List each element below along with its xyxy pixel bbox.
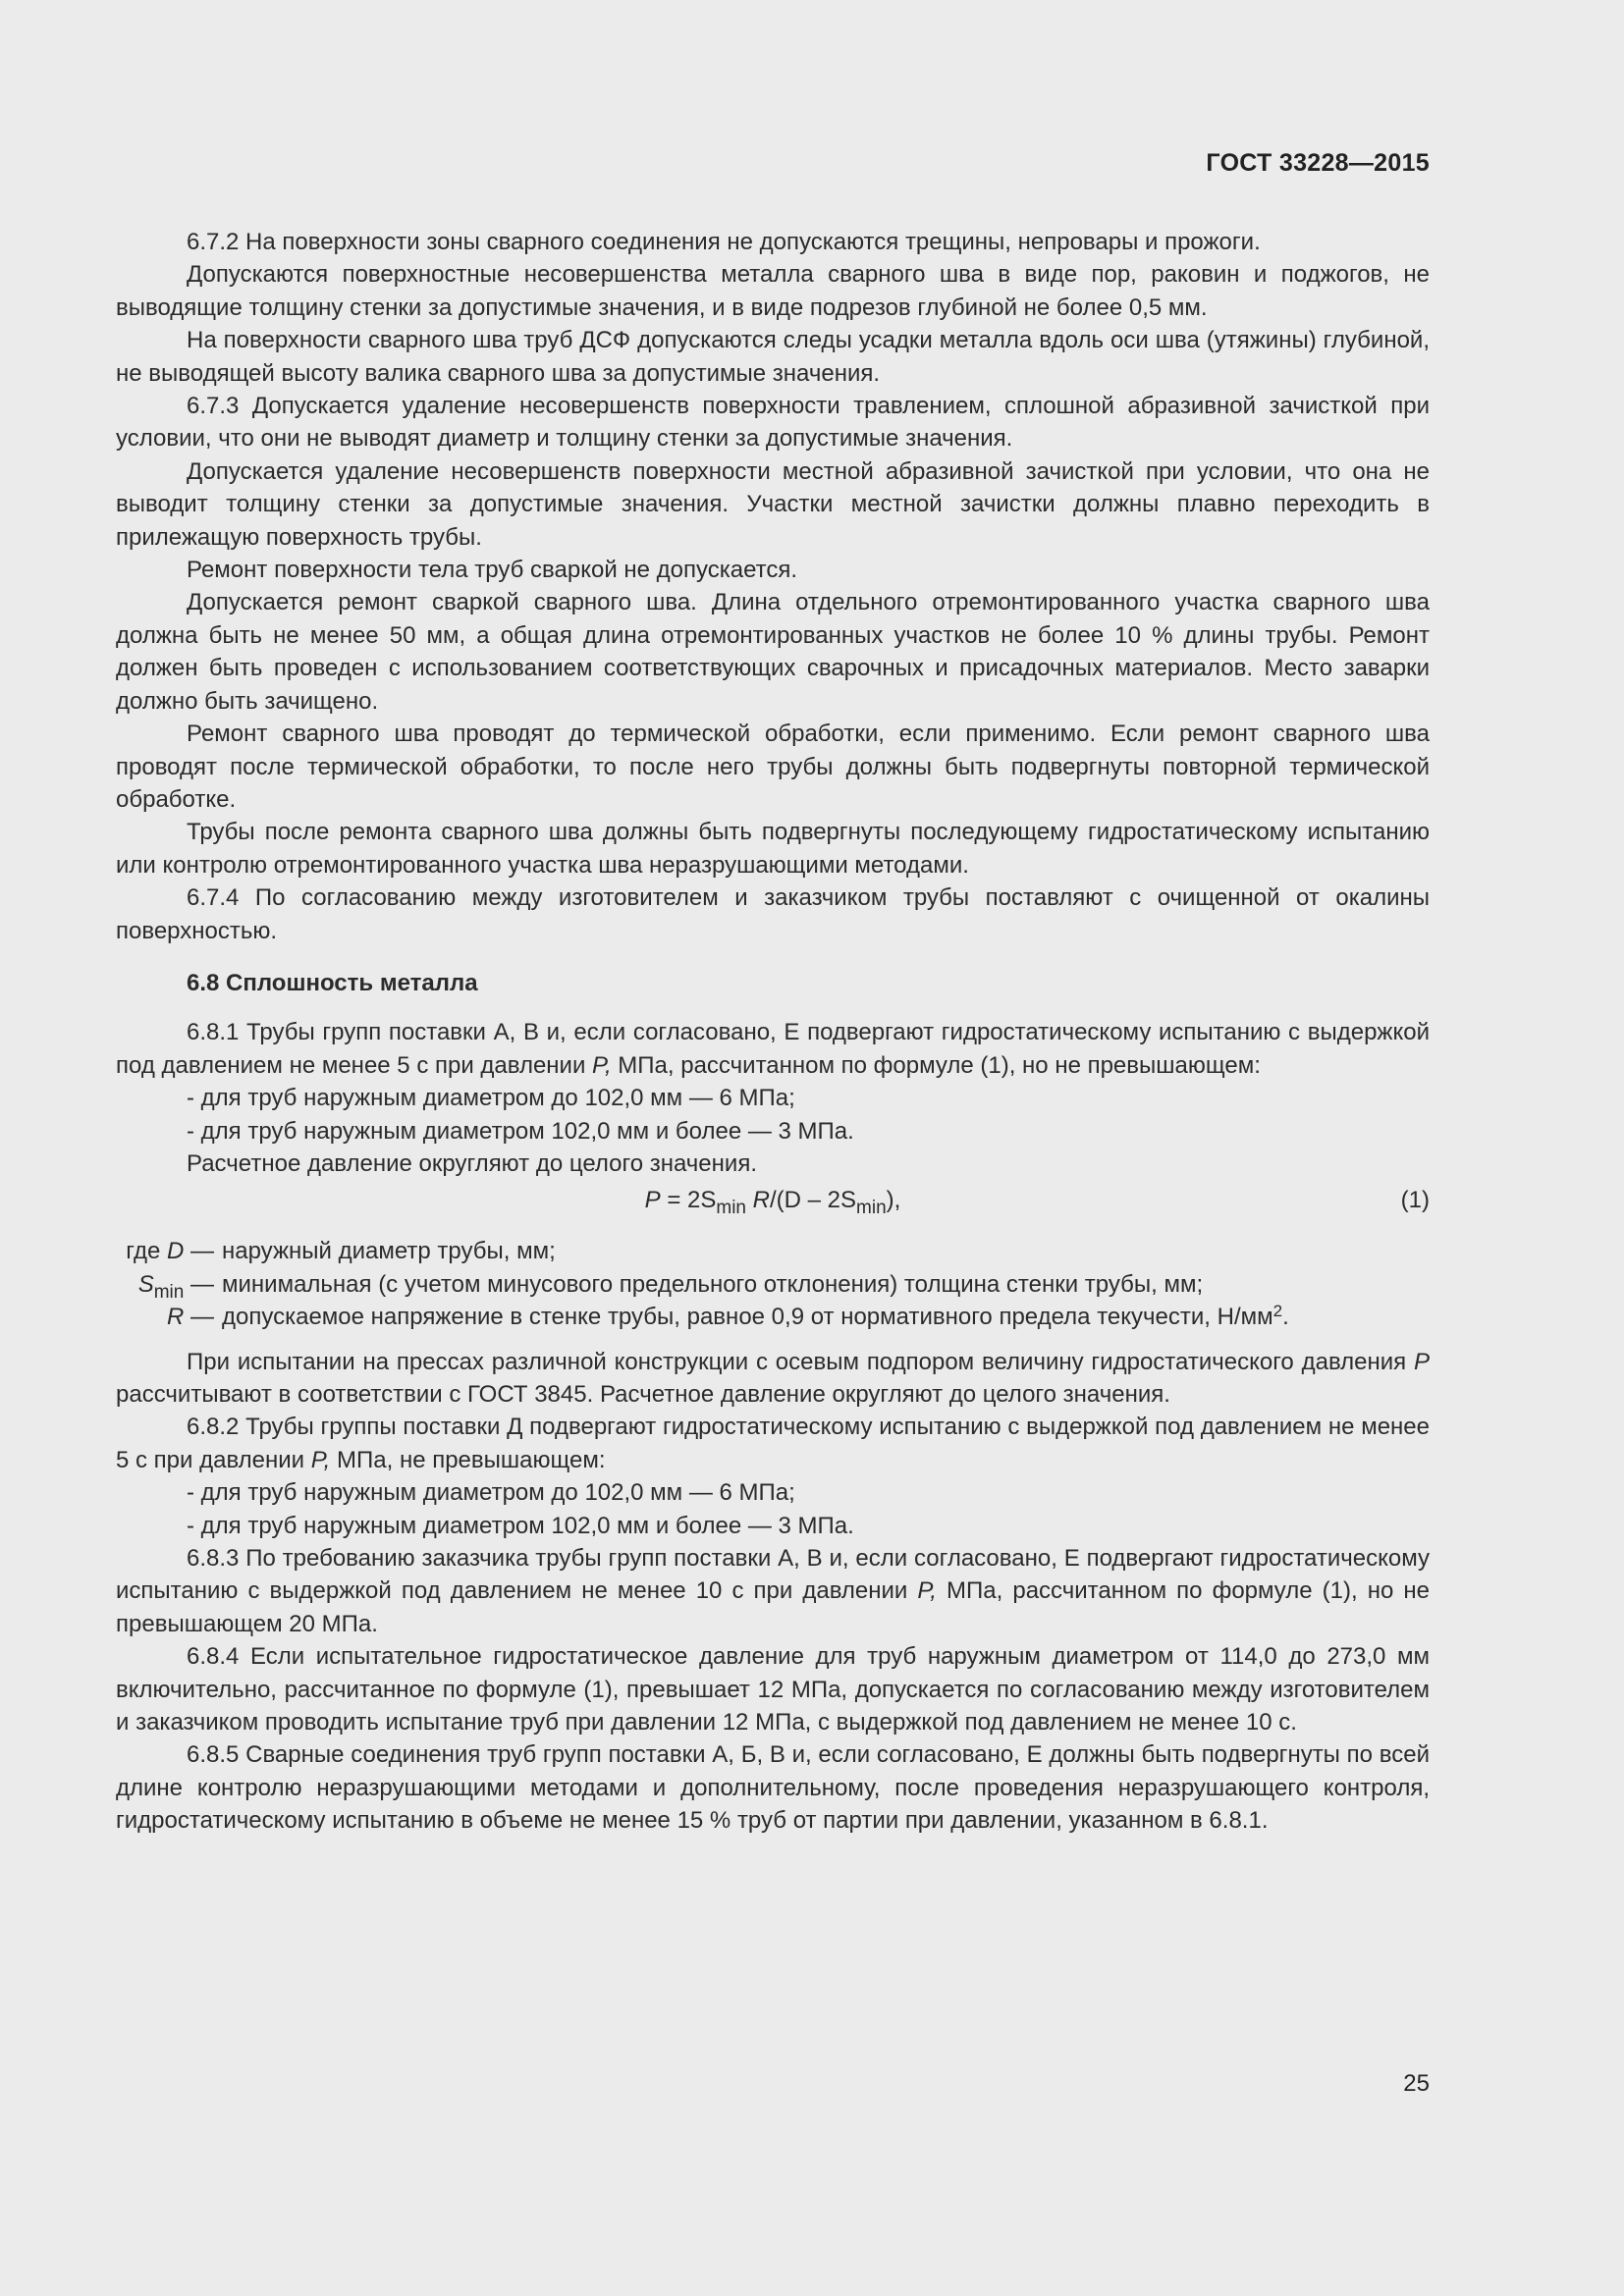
document-body: [116, 226, 1430, 1838]
formula-1: [116, 1184, 1430, 1217]
list-item: - для труб наружным диаметром 102,0 мм и более — 3 МПа.: [187, 1117, 854, 1145]
text-span: рассчитывают в соответствии с ГОСТ 3845. Расчетное давление округляют до целого значения.: [116, 1381, 1170, 1408]
paragraph: На поверхности сварного шва труб ДСФ допускаются следы усадки металла вдоль оси шва (утяжины) глубиной, не выводящей высоту валика сварного шва за допустимые значения.: [116, 327, 1430, 387]
list-item: - для труб наружным диаметром до 102,0 мм — 6 МПа;: [187, 1085, 795, 1112]
paragraph: Ремонт поверхности тела труб сваркой не допускается.: [187, 557, 798, 584]
text-span: МПа, рассчитанном по формуле (1), но не превышающем 20 МПа.: [116, 1577, 1430, 1637]
definition-symbol: [116, 1301, 222, 1333]
paragraph: [116, 1346, 1430, 1412]
text-span: МПа, не превышающем:: [330, 1446, 606, 1473]
definition-text-main: допускаемое напряжение в стенке трубы, равное 0,9 от нормативного предела текучести, Н/мм: [222, 1304, 1273, 1331]
page-number: 25: [1403, 2070, 1430, 2097]
paragraph-6-8-5: 6.8.5 Сварные соединения труб групп поставки А, Б, В и, если согласовано, Е должны быть подвергнуты по всей длине контролю неразрушающими методами и дополнительному, после проведения неразрушающего контроля, гидростатическому испытанию в объеме не менее 15 % труб от партии при давлении, указанном в 6.8.1.: [116, 1741, 1430, 1835]
paragraph-6-8-3: [116, 1542, 1430, 1640]
definition-symbol: [116, 1268, 222, 1301]
definition-dash: —: [184, 1238, 214, 1265]
definition-prefix: где: [126, 1238, 167, 1265]
definition-symbol: [116, 1235, 222, 1267]
symbol-d: D: [166, 1238, 185, 1265]
formula-part: – 2S: [801, 1187, 857, 1214]
symbol-s: S: [137, 1270, 154, 1298]
unit-superscript: 2: [1272, 1302, 1283, 1321]
text-span: МПа, рассчитанном по формуле (1), но не превышающем:: [611, 1051, 1261, 1079]
definition-dash: —: [184, 1304, 214, 1331]
definition-text: минимальная (с учетом минусового предельного отклонения) толщина стенки трубы, мм;: [222, 1270, 1204, 1298]
formula-subscript: min: [856, 1198, 887, 1219]
paragraph-6-7-4: 6.7.4 По согласованию между изготовителем и заказчиком трубы поставляют с очищенной от окалины поверхностью.: [116, 884, 1430, 944]
symbol-subscript: min: [153, 1281, 185, 1303]
symbol-r: R: [166, 1304, 185, 1331]
formula-symbol: P: [644, 1187, 661, 1214]
paragraph: Расчетное давление округляют до целого значения.: [187, 1149, 757, 1177]
text-span: 6.8.2 Трубы группы поставки Д подвергают гидростатическому испытанию с выдержкой под давлением не менее 5 с при давлении: [116, 1414, 1430, 1473]
text-span: 6.8.3 По требованию заказчика трубы групп поставки А, В и, если согласовано, Е подвергают гидростатическому испытанию с выдержкой под давлением не менее 10 с при давлении: [116, 1545, 1430, 1605]
document-code: ГОСТ 33228—2015: [1206, 149, 1430, 177]
variable-p: P,: [917, 1577, 937, 1605]
definition-dash: —: [184, 1270, 214, 1298]
list-item: - для труб наружным диаметром до 102,0 мм — 6 МПа;: [187, 1479, 795, 1507]
formula-expression: [644, 1187, 901, 1219]
paragraph: Допускается удаление несовершенств поверхности местной абразивной зачисткой при условии, что она не выводит толщину стенки за допустимые значения. Участки местной зачистки должны плавно переходить в прилежащую поверхность трубы.: [116, 457, 1430, 551]
paragraph-6-7-2: 6.7.2 На поверхности зоны сварного соединения не допускаются трещины, непровары и прожоги.: [187, 229, 1261, 255]
text-span: 6.8.1 Трубы групп поставки А, В и, если согласовано, Е подвергают гидростатическому испытанию с выдержкой под давлением не менее 5 с при давлении: [116, 1019, 1430, 1079]
paragraph: Трубы после ремонта сварного шва должны быть подвергнуты последующему гидростатическому испытанию или контролю отремонтированного участка шва неразрушающими методами.: [116, 819, 1430, 879]
paragraph-6-7-3: 6.7.3 Допускается удаление несовершенств поверхности травлением, сплошной абразивной зачисткой при условии, что они не выводят диаметр и толщину стенки за допустимые значения.: [116, 393, 1430, 453]
text-span: При испытании на прессах различной конструкции с осевым подпором величину гидростатического давления: [187, 1348, 1414, 1375]
formula-part: = 2S: [660, 1187, 717, 1214]
list-item: - для труб наружным диаметром 102,0 мм и более — 3 МПа.: [187, 1512, 854, 1539]
paragraph: Ремонт сварного шва проводят до термической обработки, если применимо. Если ремонт сварного шва проводят после термической обработки, то после него трубы должны быть подвергнуты повторной термической обработке.: [116, 721, 1430, 813]
definitions-list: [116, 1235, 1430, 1333]
formula-symbol: R: [746, 1187, 770, 1214]
paragraph: Допускается ремонт сваркой сварного шва. Длина отдельного отремонтированного участка сварного шва должна быть не менее 50 мм, а общая длина отремонтированных участков не более 10 % длины трубы. Ремонт должен быть проведен с использованием соответствующих сварочных и присадочных материалов. Место заварки должно быть зачищено.: [116, 589, 1430, 715]
formula-subscript: min: [716, 1198, 746, 1219]
definition-text: наружный диаметр трубы, мм;: [222, 1238, 556, 1265]
definition-tail: .: [1282, 1304, 1289, 1331]
variable-p: P,: [310, 1446, 331, 1473]
paragraph-6-8-1: [116, 1016, 1430, 1082]
variable-p: P: [1413, 1348, 1430, 1375]
paragraph-6-8-2: [116, 1411, 1430, 1476]
formula-number: (1): [1400, 1187, 1430, 1214]
section-heading-6-8: 6.8 Сплошность металла: [187, 969, 478, 996]
definition-text: [222, 1301, 1430, 1333]
paragraph: Допускаются поверхностные несовершенства металла сварного шва в виде пор, раковин и поджогов, не выводящие толщину стенки за допустимые значения, и в виде подрезов глубиной не более 0,5 мм.: [116, 261, 1430, 321]
variable-p: P,: [592, 1051, 612, 1079]
formula-part: /(D: [770, 1187, 801, 1214]
paragraph-6-8-4: 6.8.4 Если испытательное гидростатическое давление для труб наружным диаметром от 114,0 до 273,0 мм включительно, рассчитанное по формуле (1), превышает 12 МПа, допускается по согласованию между изготовителем и заказчиком проводить испытание труб при давлении 12 МПа, с выдержкой под давлением не менее 10 с.: [116, 1643, 1430, 1736]
formula-part: ),: [886, 1187, 901, 1214]
